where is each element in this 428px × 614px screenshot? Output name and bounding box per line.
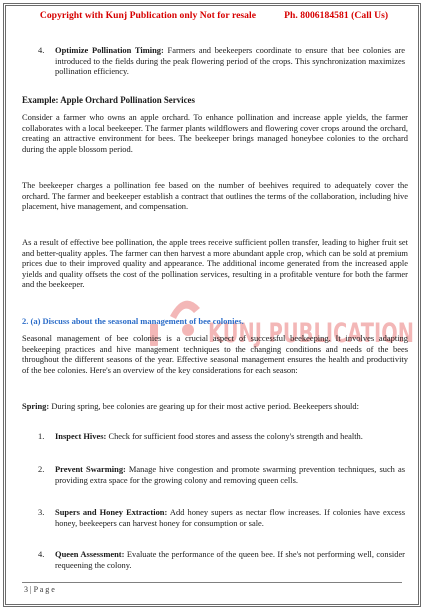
page-number: 3 | P a g e	[24, 585, 55, 594]
question-heading: 2. (a) Discuss about the seasonal management of bee colonies.	[22, 316, 244, 326]
item-title: Supers and Honey Extraction:	[55, 507, 168, 517]
footer-divider	[22, 582, 402, 583]
item-text: Evaluate the performance of the queen bee. If she's not performing well, consider requeening the colony.	[55, 549, 405, 570]
paragraph: As a result of effective bee pollination, the apple trees receive sufficient pollen transfer, leading to higher fruit set and better-quality apples. The farmer can then harvest a more abundant apple crop, which can be sold at premium prices due to their improved quality and appearance. The additional income generated from the increased apple yields and quality offsets the cost of the pollination services, resulting in a profitable venture for both the farmer and the beekeeper.	[22, 237, 408, 290]
intro-paragraph: Seasonal management of bee colonies is a crucial aspect of successful beekeeping. It involves adapting beekeeping practices and hive management techniques to the changing conditions and needs of the bees throughout the different seasons of the year. Effective seasonal management ensures the health and productivity of the bee colonies. Here's an overview of the key considerations for each season:	[22, 333, 408, 375]
item-text: Add honey supers as nectar flow increases. If colonies have excess honey, beekeepers can harvest honey for consumption or sale.	[55, 507, 405, 528]
spring-label: Spring:	[22, 401, 50, 411]
item-title: Inspect Hives:	[55, 431, 107, 441]
copyright-header	[0, 10, 428, 21]
paragraph: The beekeeper charges a pollination fee based on the number of beehives required to adequately cover the orchard. The farmer and beekeeper establish a contract that outlines the terms of the collaboration, including hive placement, hive management, and compensation.	[22, 180, 408, 212]
paragraph: Consider a farmer who owns an apple orchard. To enhance pollination and increase apple yields, the farmer collaborates with a local beekeeper. The farmer plants wildflowers and flowering cover crops around the orchard, creating an attractive environment for bees. The beekeeper brings managed honeybee colonies to the orchard during the apple blossom period.	[22, 112, 408, 154]
item-text: Manage hive congestion and promote swarming prevention techniques, such as providing extra space for the growing colony and removing queen cells.	[55, 464, 405, 485]
example-heading: Example: Apple Orchard Pollination Services	[22, 95, 195, 105]
item-text: Farmers and beekeepers coordinate to ensure that bee colonies are introduced to the fields during the peak flowering period of the crops. This synchronization maximizes pollination efficiency.	[55, 45, 406, 77]
svg-text:KUNJ PUBLICATION: KUNJ PUBLICATION	[208, 318, 414, 349]
phone-text: Ph. 8006184581 (Call Us)	[284, 10, 389, 21]
copyright-text: Copyright with Kunj Publication only Not for resale	[39, 10, 257, 21]
spring-paragraph: Spring: During spring, bee colonies are gearing up for their most active period. Beekeepers should:	[22, 401, 359, 411]
item-title: Queen Assessment:	[55, 549, 125, 559]
item-title: Prevent Swarming:	[55, 464, 126, 474]
item-title: Optimize Pollination Timing:	[55, 45, 164, 55]
item-text: Check for sufficient food stores and assess the colony's strength and health.	[106, 431, 363, 441]
